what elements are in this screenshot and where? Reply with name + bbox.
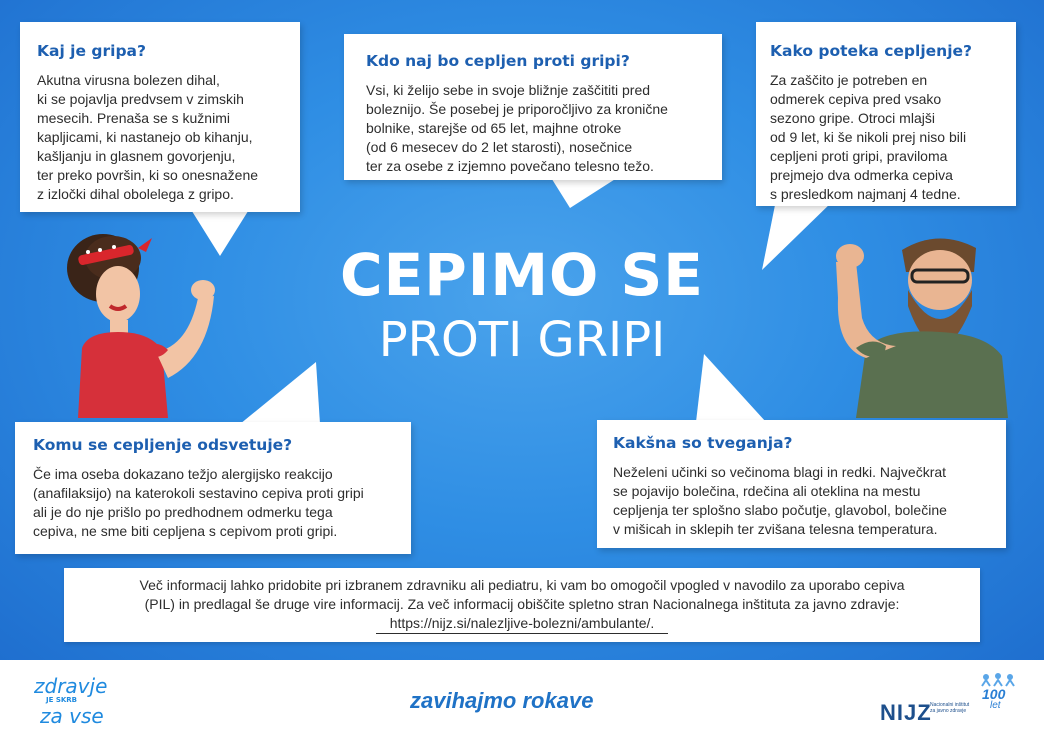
bubble-text: Za zaščito je potreben en odmerek cepiva pred vsako sezono gripe. Otroci mlajši od 9 let, ki še nikoli prej niso bili cepljeni proti gripi, praviloma prejmejo dva odmerka cepiva s presledkom najmanj 4 tedne. [770, 72, 967, 202]
nijz-link[interactable]: https://nijz.si/nalezljive-bolezni/ambulante/. [376, 614, 669, 634]
anniversary-number: 100 [982, 686, 1006, 702]
bubble-title: Kdo naj bo cepljen proti gripi? [366, 52, 630, 70]
info-line-2: (PIL) in predlagal še druge vire informacij. Za več informacij obiščite spletno stran Nacionalnega inštituta za javno zdravje: [144, 596, 900, 612]
nijz-subtitle-line-1: Nacionalni inštitut [930, 702, 970, 708]
bubble-text: Če ima oseba dokazano težjo alergijsko reakcijo (anafilaksijo) na katerokoli sestavino cepiva proti gripi ali je do nje prišlo po predhodnem odmerku tega cepiva, ne sme biti cepljena s cepivom proti gripi. [33, 466, 364, 539]
nijz-subtitle-line-2: za javno zdravje [930, 708, 967, 714]
bubble-tail-4 [220, 360, 330, 426]
woman-illustration [58, 228, 218, 418]
slogan: zavihajmo rokave [410, 688, 594, 713]
bubble-tail-2 [540, 176, 630, 210]
bubble-contraindications [15, 422, 411, 554]
logo-text-3: za vse [40, 704, 104, 728]
bubble-who-should-vaccinate [344, 34, 722, 180]
bubble-tail-3 [756, 200, 836, 272]
logo-text-1: zdravje [34, 674, 108, 698]
bubble-title: Kaj je gripa? [37, 42, 146, 60]
logo-text-2: JE SKRB [46, 696, 78, 704]
nijz-logo: NIJZ [880, 700, 932, 725]
bubble-what-is-flu [20, 22, 300, 212]
bubble-title: Kako poteka cepljenje? [770, 42, 973, 60]
bubble-title: Kakšna so tveganja? [613, 434, 793, 452]
bubble-text: Vsi, ki želijo sebe in svoje bližnje zaščititi pred boleznijo. Še posebej je priporočljivo za kronične bolnike, starejše od 65 let, majhne otroke (od 6 mesecev do 2 let starosti), nosečnice ter za osebe z izjemno povečano telesno težo. [366, 82, 668, 174]
bubble-text: Neželeni učinki so večinoma blagi in redki. Največkrat se pojavijo bolečina, rdečina ali oteklina na mestu cepljenja ter splošno slabo počutje, glavobol, bolečine v mišicah in sklepih ter zvišana telesna temperatura. [613, 464, 947, 537]
info-box [64, 568, 980, 642]
footer [0, 660, 1044, 741]
headline-line-1: CEPIMO SE [340, 241, 704, 309]
nijz-subtitle [930, 702, 978, 714]
bubble-title: Komu se cepljenje odsvetuje? [33, 436, 293, 454]
anniversary-word: let [990, 700, 1001, 711]
info-line-1: Več informacij lahko pridobite pri izbranem zdravniku ali pediatru, ki vam bo omogočil vpogled v navodilo za uporabo cepiva [139, 577, 905, 593]
man-illustration [826, 228, 1016, 418]
anniversary-badge [978, 672, 1018, 712]
bubble-text: Akutna virusna bolezen dihal, ki se pojavlja predvsem v zimskih mesecih. Prenaša se s kužnimi kapljicami, ki nastanejo ob kihanju, kašljanju in glasnem govorjenju, ter preko površin, ki so onesnažene z izločki dihal obolelega z gripo. [37, 72, 259, 202]
headline-line-2: PROTI GRIPI [378, 312, 666, 368]
bubble-how-vaccination-works [756, 22, 1016, 206]
bubble-risks [597, 420, 1006, 548]
zdravje-logo [30, 674, 108, 730]
